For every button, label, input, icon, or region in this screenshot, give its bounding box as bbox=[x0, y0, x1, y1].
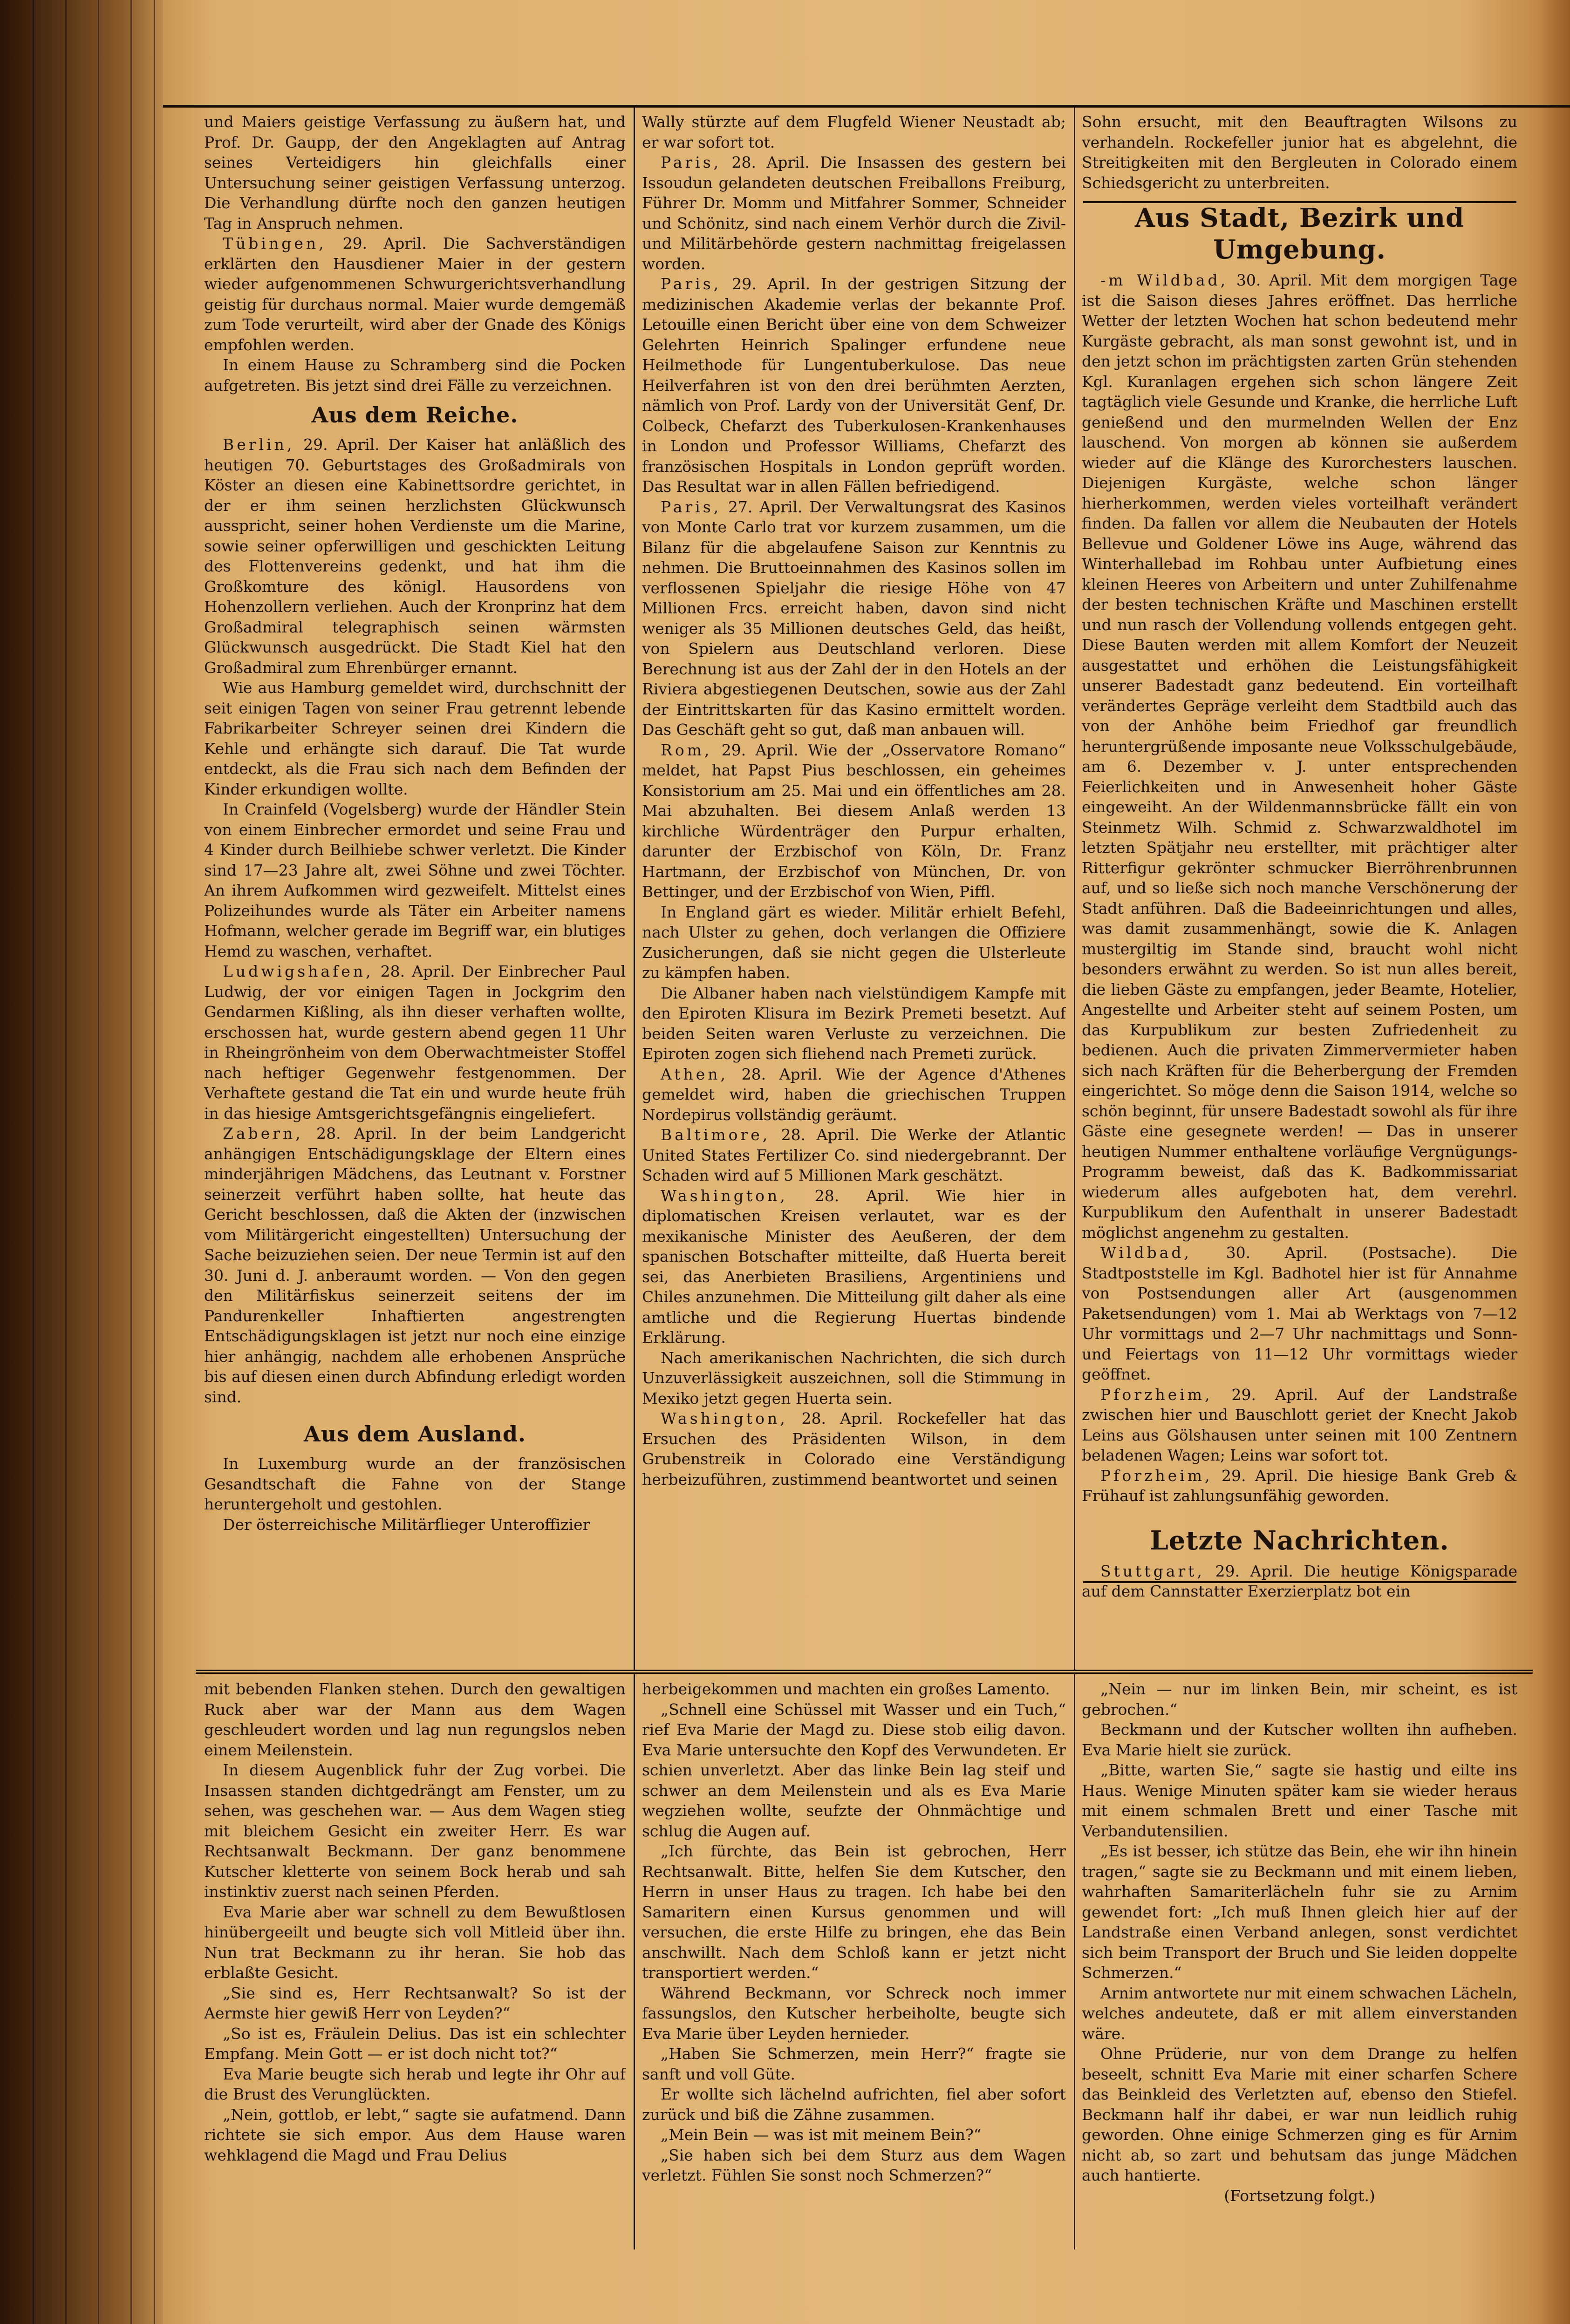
lower-column-rule-1 bbox=[634, 1674, 635, 2249]
story-paragraph: Eva Marie beugte sich herab und legte ihr Ohr auf die Brust des Verunglückten. bbox=[204, 2065, 626, 2103]
feuilleton-column-1 bbox=[204, 1679, 626, 2249]
article-rom: Rom, 29. April. Wie der „Osservatore Romano“ meldet, hat Papst Pius beschlossen, ein geheimes Konsistorium am 25. Mai und ein öffentliches am 28. Mai abzuhalten. Bei diesem Anlaß werden 13 kirchliche Würdenträger den Purpur erhalten, darunter der Erzbischof von Köln, Dr. Franz Hartmann, der Erzbischof von München, Dr. von Bettinger, und der Erzbischof von Wien, Piffl. bbox=[642, 741, 1066, 901]
story-paragraph: „Schnell eine Schüssel mit Wasser und ein Tuch,“ rief Eva Marie der Magd zu. Diese stob eilig davon. Eva Marie untersuchte den Kopf des Verwundeten. Er schien unverletzt. Aber das linke Bein lag steif und schwer an dem Meilenstein und als es Eva Marie wegziehen wollte, seufzte der Ohnmächtige und schlug die Augen auf. bbox=[642, 1700, 1066, 1840]
dateline-place: Washington, bbox=[661, 1409, 788, 1427]
story-paragraph: „Mein Bein — was ist mit meinem Bein?“ bbox=[661, 2126, 982, 2144]
section-heading-reich: Aus dem Reiche. bbox=[311, 402, 519, 428]
article-rockefeller-continuation: Sohn ersucht, mit den Beauftragten Wilsons zu verhandeln. Rockefeller junior hat es abgelehnt, die Streitigkeiten mit den Bergleuten in Colorado einem Schiedsgericht zu unterbreiten. bbox=[1082, 113, 1517, 192]
page-edge-shadow bbox=[1537, 0, 1570, 2324]
dateline-place: Baltimore, bbox=[661, 1126, 771, 1144]
dateline-place: Washington, bbox=[661, 1186, 788, 1205]
article-stuttgart-parade: Stuttgart, 29. April. Die heutige Königsparade auf dem Cannstatter Exerzierplatz bot ein bbox=[1082, 1562, 1517, 1600]
dateline-place: Rom, bbox=[661, 741, 712, 759]
story-paragraph: „Ich fürchte, das Bein ist gebrochen, Herr Rechtsanwalt. Bitte, helfen Sie dem Kutscher, den Herrn in unser Haus zu tragen. Ich habe bei den Samaritern einen Kursus genommen und will versuchen, die erste Hilfe zu bringen, ehe das Bein anschwillt. Nach dem Schloß kann er jetzt nicht transportiert werden.“ bbox=[642, 1842, 1066, 1982]
upper-column-2 bbox=[642, 112, 1066, 1667]
upper-column-1 bbox=[204, 112, 626, 1667]
top-rule bbox=[163, 105, 1570, 108]
story-paragraph: „Haben Sie Schmerzen, mein Herr?“ fragte sie sanft und voll Güte. bbox=[642, 2045, 1066, 2083]
dateline-place: Zabern, bbox=[223, 1124, 303, 1142]
dateline-place: Wildbad, bbox=[1100, 1244, 1192, 1262]
feuilleton-column-2 bbox=[642, 1679, 1066, 2249]
article-athen: Athen, 28. April. Wie der Agence d'Athenes gemeldet wird, haben die griechischen Truppen Nordepirus vollständig geräumt. bbox=[642, 1065, 1066, 1124]
article-crainfeld: In Crainfeld (Vogelsberg) wurde der Händler Stein von einem Einbrecher ermordet und seine Frau und 4 Kinder durch Beilhiebe schwer verletzt. Die Kinder sind 17—23 Jahre alt, zwei Söhne und zwei Töchter. An ihrem Aufkommen wird gezweifelt. Mittelst eines Polizeihundes wurde als Täter ein Arbeiter namens Hofmann, welcher gerade im Begriff war, ein blutiges Hemd zu waschen, verhaftet. bbox=[204, 800, 626, 960]
dateline-place: -m Wildbad, bbox=[1100, 271, 1229, 289]
article-washington-rockefeller: Washington, 28. April. Rockefeller hat das Ersuchen des Präsidenten Wilson, in dem Grubenstreik in Colorado eine Verständigung herbeizuführen, zustimmend beantwortet und seinen bbox=[642, 1409, 1066, 1488]
dateline-place: Tübingen, bbox=[223, 234, 327, 252]
feuilleton-separator-rule bbox=[196, 1670, 1533, 1674]
section-heading-ausland: Aus dem Ausland. bbox=[303, 1421, 526, 1447]
story-paragraph: „Nein, gottlob, er lebt,“ sagte sie aufatmend. Dann richtete sie sich empor. Aus dem Hause waren wehklagend die Magd und Frau Delius bbox=[204, 2105, 626, 2164]
article-wally-continuation: Wally stürzte auf dem Flugfeld Wiener Neustadt ab; er war sofort tot. bbox=[642, 113, 1066, 151]
story-paragraph: In diesem Augenblick fuhr der Zug vorbei. Die Insassen standen dichtgedrängt am Fenster, um zu sehen, was geschehen war. — Aus dem Wagen stieg mit bleichem Gesicht ein zweiter Herr. Es war Rechtsanwalt Beckmann. Der ganz benommene Kutscher kletterte von seinem Bock herab und sah instinktiv zuerst nach seinen Pferden. bbox=[204, 1761, 626, 1901]
article-washington-huerta: Washington, 28. April. Wie hier in diplomatischen Kreisen verlautet, war es der mexikanische Minister des Aeußeren, der dem spanischen Botschafter mitteilte, daß Huerta bereit sei, das Anerbieten Brasiliens, Argentiniens und Chiles anzunehmen. Die Mitteilung gilt daher als eine amtliche und die Regierung Huertas bindende Erklärung. bbox=[642, 1186, 1066, 1346]
dateline-place: Stuttgart, bbox=[1100, 1562, 1205, 1580]
lower-column-rule-2 bbox=[1074, 1674, 1075, 2249]
article-paris-monte-carlo: Paris, 27. April. Der Verwaltungsrat des Kasinos von Monte Carlo trat vor kurzem zusammen, um die Bilanz für die abgelaufene Saison zur Kenntnis zu nehmen. Die Bruttoeinnahmen des Kasinos sollen im verflossenen Spieljahr die riesige Höhe von 47 Millionen Frcs. erreicht haben, davon sind nicht weniger als 35 Millionen deutsches Geld, das heißt, von Spielern aus Deutschland verloren. Diese Berechnung ist aus der Zahl der in den Hotels an der Riviera abgestiegenen Deutschen, sowie aus der Zahl der Eintrittskarten für das Kasino ermittelt worden. Das Geschäft geht so gut, daß man anbauen will. bbox=[642, 497, 1066, 739]
article-schramberg: In einem Hause zu Schramberg sind die Pocken aufgetreten. Bis jetzt sind drei Fälle zu verzeichnen. bbox=[204, 356, 626, 394]
upper-column-rule-1 bbox=[634, 107, 635, 1670]
section-heading-letzte-nachrichten: Letzte Nachrichten. bbox=[1150, 1525, 1449, 1556]
story-paragraph: „So ist es, Fräulein Delius. Das ist ein schlechter Empfang. Mein Gott — er ist doch nicht tot?“ bbox=[204, 2024, 626, 2063]
article-england: In England gärt es wieder. Militär erhielt Befehl, nach Ulster zu gehen, doch verlangen die Offiziere Zusicherungen, daß sie nicht gegen die Ulsterleute zu kämpfen haben. bbox=[642, 903, 1066, 982]
article-hamburg: Wie aus Hamburg gemeldet wird, durchschnitt der seit einigen Tagen von seiner Frau getrennt lebende Fabrikarbeiter Schreyer seinen drei Kindern die Kehle und erhängte sich darauf. Die Tat wurde entdeckt, als die Frau sich nach dem Befinden der Kinder erkundigen wollte. bbox=[204, 679, 626, 798]
article-luxemburg: In Luxemburg wurde an der französischen Gesandtschaft die Fahne von der Stange heruntergeholt und gestohlen. bbox=[204, 1454, 626, 1513]
newspaper-page bbox=[163, 0, 1570, 2324]
dateline-place: Pforzheim, bbox=[1100, 1466, 1213, 1485]
story-paragraph: „Es ist besser, ich stütze das Bein, ehe wir ihn hinein tragen,“ sagte sie zu Beckmann und mit einem lieben, wahrhaften Samariterlächeln fuhr sie zu Arnim gewendet fort: „Ich muß Ihnen gleich hier auf der Landstraße einen Verband anlegen, sonst verdichtet sich beim Transport der Bruch und Sie leiden doppelte Schmerzen.“ bbox=[1082, 1842, 1517, 1982]
story-paragraph: „Sie haben sich bei dem Sturz aus dem Wagen verletzt. Fühlen Sie sonst noch Schmerzen?“ bbox=[642, 2146, 1066, 2184]
continuation-note: (Fortsetzung folgt.) bbox=[1224, 2186, 1375, 2205]
book-binding bbox=[0, 0, 163, 2324]
article-tuebingen: Tübingen, 29. April. Die Sachverständigen erklärten den Hausdiener Maier in der gestern wieder aufgenommenen Schwurgerichtsverhandlung geistig für durchaus normal. Maier wurde demgemäß zum Tode verurteilt, wird aber der Gnade des Königs empfohlen werden. bbox=[204, 234, 626, 354]
article-wildbad-post: Wildbad, 30. April. (Postsache). Die Stadtpoststelle im Kgl. Badhotel hier ist für Annahme von Postsendungen aller Art (ausgenommen Paketsendungen) vom 1. Mai ab Werktags von 7—12 Uhr vormittags und 2—7 Uhr nachmittags und Sonn- und Feiertags von 11—12 Uhr vormittags wieder geöffnet. bbox=[1082, 1244, 1517, 1383]
article-paris-akademie: Paris, 29. April. In der gestrigen Sitzung der medizinischen Akademie verlas der bekannte Prof. Letouille einen Bericht über eine von dem Schweizer Gelehrten Heinrich Spalinger erfundene neue Heilmethode für Lungentuberkulose. Das neue Heilverfahren ist von den drei berühmten Aerzten, nämlich von Prof. Lardy von der Universität Genf, Dr. Colbeck, Chefarzt des Tuberkulosen-Krankenhauses in London und Professor Williams, Chefarzt des französischen Hospitals in London geprüft worden. Das Resultat war in allen Fällen befriedigend. bbox=[642, 275, 1066, 496]
dateline-place: Paris, bbox=[661, 497, 722, 516]
article-albaner: Die Albaner haben nach vielstündigem Kampfe mit den Epiroten Klisura im Bezirk Premeti besetzt. Auf beiden Seiten waren Verluste zu verzeichnen. Die Epiroten zogen sich fliehend nach Premeti zurück. bbox=[642, 984, 1066, 1063]
article-ludwigshafen: Ludwigshafen, 28. April. Der Einbrecher Paul Ludwig, der vor einigen Tagen in Jockgrim den Gendarmen Kißling, als ihn dieser verhaften wollte, erschossen hat, wurde gestern abend gegen 11 Uhr in Rheingrönheim von dem Oberwachtmeister Stoffel nach heftiger Gegenwehr festgenommen. Der Verhaftete gestand die Tat ein und wurde heute früh in das hiesige Amtsgerichtsgefängnis eingeliefert. bbox=[204, 962, 626, 1122]
upper-column-3 bbox=[1082, 112, 1517, 1667]
dateline-place: Berlin, bbox=[223, 435, 295, 454]
story-paragraph: Beckmann und der Kutscher wollten ihn aufheben. Eva Marie hielt sie zurück. bbox=[1082, 1720, 1517, 1759]
article-berlin: Berlin, 29. April. Der Kaiser hat anläßlich des heutigen 70. Geburtstages des Großadmirals von Köster an diesen eine Kabinettsordre gerichtet, in der er ihm seinen herzlichsten Glückwunsch ausspricht, seiner hohen Verdienste um die Marine, sowie seiner opferwilligen und geschickten Leitung des Flottenvereins gedenkt, und hat ihm die Großkomture des königl. Hausordens von Hohenzollern verliehen. Auch der Kronprinz hat dem Großadmiral telegraphisch seinen wärmsten Glückwunsch ausgedrückt. Die Stadt Kiel hat den Großadmiral zum Ehrenbürger ernannt. bbox=[204, 435, 626, 677]
dateline-place: Pforzheim, bbox=[1100, 1385, 1213, 1404]
story-paragraph: Er wollte sich lächelnd aufrichten, fiel aber sofort zurück und biß die Zähne zusammen. bbox=[642, 2085, 1066, 2124]
story-paragraph: „Sie sind es, Herr Rechtsanwalt? So ist der Aermste hier gewiß Herr von Leyden?“ bbox=[204, 1984, 626, 2022]
article-pforzheim-bank: Pforzheim, 29. April. Die hiesige Bank Greb & Frühauf ist zahlungsunfähig geworden. bbox=[1082, 1466, 1517, 1505]
article-mexiko: Nach amerikanischen Nachrichten, die sich durch Unzuverlässigkeit auszeichnen, soll die Stimmung in Mexiko jetzt gegen Huerta sein. bbox=[642, 1348, 1066, 1407]
upper-column-rule-2 bbox=[1074, 107, 1075, 1670]
dateline-place: Paris, bbox=[661, 153, 722, 171]
dateline-place: Athen, bbox=[661, 1065, 729, 1083]
article-militaerflieger: Der österreichische Militärflieger Unteroffizier bbox=[223, 1515, 590, 1534]
article-paris-freiballon: Paris, 28. April. Die Insassen des gestern bei Issoudun gelandeten deutschen Freiballons Freiburg, Führer Dr. Momm und Mitfahrer Sommer, Schneider und Schönitz, sind nach einem Verhör durch die Zivil- und Militärbehörde gestern nachmittag freigelassen worden. bbox=[642, 153, 1066, 273]
dateline-place: Ludwigshafen, bbox=[223, 962, 374, 980]
story-paragraph: Während Beckmann, vor Schreck noch immer fassungslos, den Kutscher herbeiholte, beugte sich Eva Marie über Leyden hernieder. bbox=[642, 1984, 1066, 2043]
story-paragraph: Eva Marie aber war schnell zu dem Bewußtlosen hinübergeeilt und beugte sich voll Mitleid über ihn. Nun trat Beckmann zu ihr heran. Sie hob das erblaßte Gesicht. bbox=[204, 1903, 626, 1982]
story-paragraph: mit bebenden Flanken stehen. Durch den gewaltigen Ruck aber war der Mann aus dem Wagen geschleudert worden und lag nun regungslos neben einem Meilenstein. bbox=[204, 1680, 626, 1759]
story-paragraph: herbeigekommen und machten ein großes Lamento. bbox=[642, 1680, 1050, 1698]
story-paragraph: „Bitte, warten Sie,“ sagte sie hastig und eilte ins Haus. Wenige Minuten später kam sie wieder heraus mit einem schmalen Brett und einer Tasche mit Verbandutensilien. bbox=[1082, 1761, 1517, 1840]
feuilleton-column-3 bbox=[1082, 1679, 1517, 2249]
story-paragraph: „Nein — nur im linken Bein, mir scheint, es ist gebrochen.“ bbox=[1082, 1680, 1517, 1719]
article-zabern: Zabern, 28. April. In der beim Landgericht anhängigen Entschädigungsklage der Eltern eines minderjährigen Mädchens, das Leutnant v. Forstner seinerzeit verführt haben sollte, hat heute das Gericht beschlossen, daß die Akten der (inzwischen vom Militärgericht eingestellten) Untersuchung der Sache beizuziehen seien. Der neue Termin ist auf den 30. Juni d. J. anberaumt worden. — Von den gegen den Militärfiskus seinerzeit seitens der im Pandurenkeller Inhaftierten angestrengten Entschädigungsklagen ist jetzt nur noch eine einzige hier anhängig, nachdem alle erhobenen Ansprüche bis auf diesen einen durch Abfindung erledigt worden sind. bbox=[204, 1124, 626, 1406]
article-pforzheim-unfall: Pforzheim, 29. April. Auf der Landstraße zwischen hier und Bauschlott geriet der Knecht Jakob Leins aus Gölshausen unter seinen mit 100 Zentnern beladenen Wagen; Leins war sofort tot. bbox=[1082, 1385, 1517, 1464]
dateline-place: Paris, bbox=[661, 275, 722, 293]
article-wildbad-saison: -m Wildbad, 30. April. Mit dem morgigen Tage ist die Saison dieses Jahres eröffnet. Das herrliche Wetter der letzten Wochen hat schon bedeutend mehr Kurgäste gebracht, als man sonst gewohnt ist, und in den jetzt schon im prächtigsten zarten Grün stehenden Kgl. Kuranlagen ergehen sich schon längere Zeit tagtäglich viele Gesunde und Kranke, die herrliche Luft genießend und den murmelnden Wellen der Enz lauschend. Von morgen ab können sie außerdem wieder auf die Klänge des Kurorchesters lauschen. Diejenigen Kurgäste, welche schon länger hierherkommen, werden vieles vorteilhaft verändert finden. Da fallen vor allem die Neubauten der Hotels Bellevue und Goldener Löwe ins Auge, während das Winterhallebad im Rohbau unter Aufbietung eines kleinen Heeres von Arbeitern und unter Zuhilfenahme der besten technischen Kräfte und Maschinen erstellt und nun rasch der Vollendung vollends entgegen geht. Diese Bauten werden mit allem Komfort der Neuzeit ausgestattet und erhöhen die Leistungsfähigkeit unserer Badestadt ganz bedeutend. Ein vorteilhaft verändertes Gepräge verleiht dem Stadtbild auch das von der Anhöhe beim Friedhof gar freundlich heruntergrüßende imposante neue Volksschulgebäude, am 6. Dezember v. J. unter entsprechenden Feierlichkeiten und in Anwesenheit hoher Gäste eingeweiht. An der Wildenmannsbrücke fällt ein von Steinmetz Wilh. Schmid z. Schwarzwaldhotel im letzten Spätjahr neu erstellter, mit prächtiger alter Ritterfigur gekrönter schmucker Bierröhrenbrunnen auf, und so ließe sich noch manche Verschönerung der Stadt anführen. Daß die Badeeinrichtungen und alles, was damit zusammenhängt, sowie die K. Anlagen mustergiltig im Stande sind, braucht wohl nicht besonders erwähnt zu werden. So ist nun alles bereit, die lieben Gäste zu empfangen, jeder Beamte, Hotelier, Angestellte und Arbeiter steht auf seinem Posten, um das Kurpublikum zur besten Zufriedenheit zu bedienen. Auch die privaten Zimmervermieter haben sich nach Kräften für die Beherbergung der Fremden eingerichtet. So möge denn die Saison 1914, welche so schön beginnt, für unsere Badestadt sowohl als für ihre Gäste eine gesegnete werden! — Das in unserer heutigen Nummer enthaltene vorläufige Vergnügungs-Programm beweist, daß das K. Badkommissariat wiederum alles aufgeboten hat, dem verehrl. Kurpublikum den Aufenthalt in unserer Badestadt möglichst angenehm zu gestalten. bbox=[1082, 271, 1517, 1242]
article-maier-continuation: und Maiers geistige Verfassung zu äußern hat, und Prof. Dr. Gaupp, der den Angeklagten auf Antrag seines Verteidigers hin gleichfalls einer Untersuchung seiner geistigen Verfassung unterzog. Die Verhandlung dürfte noch den ganzen heutigen Tag in Anspruch nehmen. bbox=[204, 113, 626, 232]
story-paragraph: Ohne Prüderie, nur von dem Drange zu helfen beseelt, schnitt Eva Marie mit einer scharfen Schere das Beinkleid des Verletzten auf, ebenso den Stiefel. Beckmann half ihr dabei, er war nun leidlich ruhig geworden. Ohne einige Schmerzen ging es für Arnim nicht ab, so zart und behutsam das junge Mädchen auch hantierte. bbox=[1082, 2045, 1517, 2184]
section-heading-stadt-bezirk: Aus Stadt, Bezirk und Umgebung. bbox=[1134, 203, 1465, 265]
article-baltimore: Baltimore, 28. April. Die Werke der Atlantic United States Fertilizer Co. sind niedergebrannt. Der Schaden wird auf 5 Millionen Mark geschätzt. bbox=[642, 1126, 1066, 1184]
story-paragraph: Arnim antwortete nur mit einem schwachen Lächeln, welches andeutete, daß er mit allem einverstanden wäre. bbox=[1082, 1984, 1517, 2043]
